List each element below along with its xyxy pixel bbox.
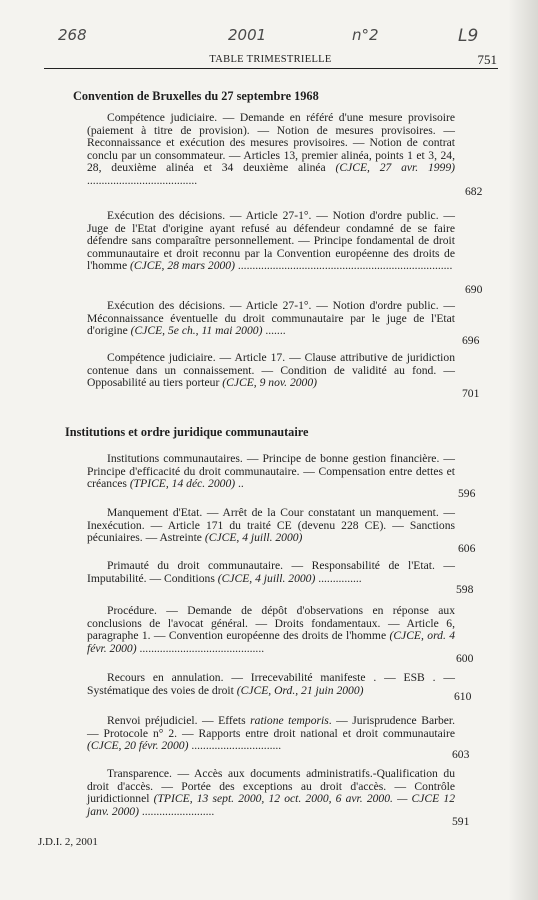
entry-text: Exécution des décisions. — Article 27-1°. — Notion d'ordre public. — Juge de l'Etat d'origine ayant refusé au défendeur condamné de se faire défendre sans comparaître personnellement. — Principe fondamental de droit communautaire et droit reconnu par la Convention européenne des droits de l'homme [87,209,455,273]
section-title: Convention de Bruxelles du 27 septembre 1968 [73,89,319,103]
entry-dots: ............................... [188,739,282,753]
section-title: Institutions et ordre juridique communautaire [65,425,309,439]
entry-dots: .. [235,477,244,491]
entry-text: Institutions communautaires. — Principe de bonne gestion financière. — Principe d'efficacité du droit communautaire. — Compensation entre dettes et créances [87,452,455,491]
entry-page-ref: 596 [458,487,476,500]
journal-footer: J.D.I. 2, 2001 [38,836,98,848]
entry-page-ref: 610 [454,690,472,703]
entry-dots: ............... [315,571,362,585]
index-entry [87,300,455,338]
entry-page-ref: 690 [465,283,483,296]
entry-dots: .......................................................................... [234,259,453,273]
handwritten-note-far-right: L9 [458,26,479,46]
entry-page-ref: 591 [452,815,470,828]
entry-italic-term: ratione temporis [250,714,329,727]
index-entry [87,605,455,655]
index-entry [87,768,455,818]
entry-text: Transparence. — Accès aux documents administratifs.-Qualification du droit d'accès. — Portée des exceptions au droit d'accès. — Contrôle juridictionnel [87,767,455,806]
entry-dots: ......................... [138,804,215,818]
entry-citation: (TPICE, 13 sept. 2000, 12 oct. 2000, 6 avr. 2000. — CJCE 12 janv. 2000) [87,792,455,818]
header-rule [44,68,498,69]
entry-text: Compétence judiciaire. — Demande en référé d'une mesure provisoire (paiement à titre de provision). — Notion de mesures provisoires. — Reconnaissance et exécution des mesures provisoires. — Notion de contrat conclu par un consommateur. — Articles 13, premier alinéa, points 1 et 3, 24, 28, deuxième alinéa et 34 deuxième alinéa [87,111,455,175]
entry-citation: (CJCE, 4 juill. 2000) [204,531,303,545]
entry-citation: (CJCE, 9 nov. 2000) [222,376,318,390]
handwritten-note-left: 268 [58,26,87,44]
handwritten-note-right: n°2 [352,26,379,44]
entry-citation: (CJCE, ord. 4 févr. 2000) [87,629,455,655]
scan-edge-shadow [508,0,538,900]
index-entry [87,672,455,697]
entry-text: Exécution des décisions. — Article 27-1°. — Notion d'ordre public. — Méconnaissance éventuelle du droit communautaire par le juge de l'Etat d'origine [87,299,455,338]
entry-page-ref: 598 [456,583,474,596]
entry-text: Procédure. — Demande de dépôt d'observations en réponse aux conclusions de l'avocat général. — Droits fondamentaux. — Article 6, paragraphe 1. — Convention européenne des droits de l'homme [87,604,455,643]
entry-text: Recours en annulation. — Irrecevabilité manifeste . — ESB . — Systématique des voies de droit [87,671,455,697]
entry-page-ref: 606 [458,542,476,555]
entry-citation: (CJCE, 5e ch., 11 mai 2000) [130,324,263,338]
index-entry [87,453,455,491]
entry-dots: ....... [262,324,286,338]
index-entry [87,507,455,545]
entry-citation: (CJCE, 4 juill. 2000) [217,571,316,585]
running-title: TABLE TRIMESTRIELLE [209,54,332,65]
entry-text: Manquement d'Etat. — Arrêt de la Cour constatant un manquement. — Inexécution. — Article 171 du traité CE (devenu 228 CE). — Sanctions pécuniaires. — Astreinte [87,506,455,545]
index-entry [87,210,455,273]
entry-text: Compétence judiciaire. — Article 17. — Clause attributive de juridiction contenue dans un connaissement. — Condition de validité au fond. — Opposabilité au tiers porteur [87,351,455,390]
index-entry [87,112,455,188]
page-number: 751 [477,52,497,67]
entry-text: Renvoi préjudiciel. — Effets [107,714,251,727]
entry-text: Primauté du droit communautaire. — Responsabilité de l'Etat. — Imputabilité. — Conditions [87,559,455,585]
index-entry [87,352,455,390]
handwritten-note-middle: 2001 [228,26,267,44]
entry-page-ref: 600 [456,652,474,665]
entry-dots: ...................................... [87,173,198,187]
entry-citation: (CJCE, 27 avr. 1999) [335,161,455,175]
index-entry [87,715,455,753]
entry-page-ref: 603 [452,748,470,761]
index-entry [87,560,455,585]
running-header [48,52,497,68]
entry-citation: (CJCE, 20 févr. 2000) [87,739,189,753]
entry-citation: (CJCE, Ord., 21 juin 2000) [236,683,364,697]
entry-citation: (CJCE, 28 mars 2000) [129,259,235,273]
entry-citation: (TPICE, 14 déc. 2000) [129,477,236,491]
entry-page-ref: 696 [462,334,480,347]
entry-text-continued: . — Jurisprudence Barber. — Protocole n° 2. — Rapports entre droit national et droit communautaire [87,714,456,740]
entry-dots: ........................................... [136,641,265,655]
entry-page-ref: 682 [465,185,483,198]
entry-page-ref: 701 [462,387,480,400]
